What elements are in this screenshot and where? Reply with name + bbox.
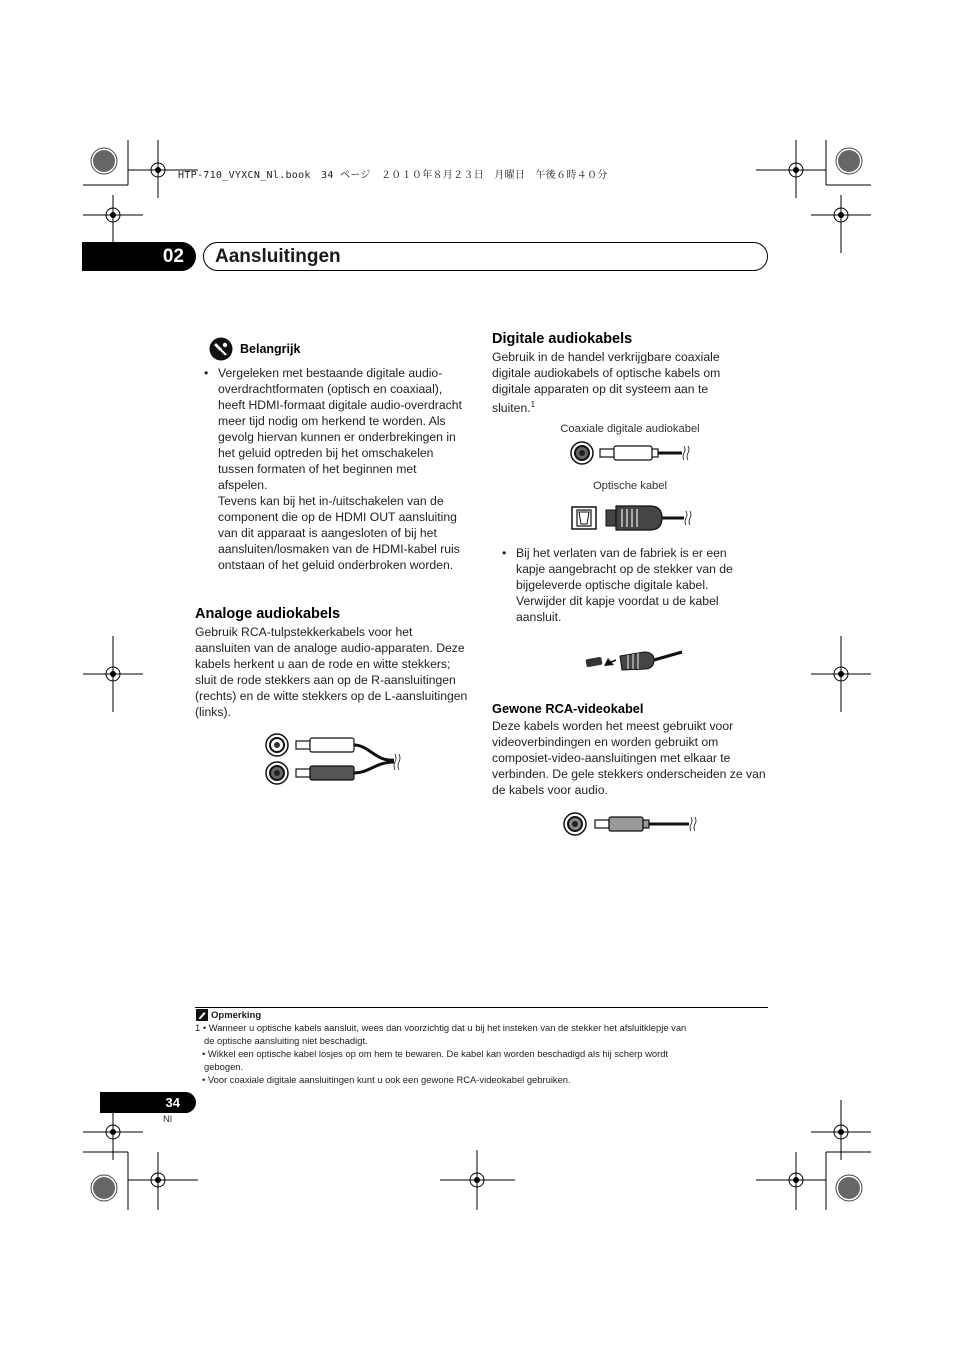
note-2-line-2: gebogen. <box>204 1061 244 1072</box>
digital-body <box>492 349 754 416</box>
coax-caption: Coaxiale digitale audiokabel <box>560 423 700 435</box>
important-icon <box>209 337 233 361</box>
footnote-ref: 1 <box>530 400 536 409</box>
chapter-title-text: Aansluitingen <box>215 245 341 267</box>
optical-cap-removal-illustration <box>584 646 686 676</box>
optical-cable-illustration <box>570 500 694 536</box>
digital-bullet <box>494 545 759 625</box>
note-3: • Voor coaxiale digitale aansluitingen kunt u ook een gewone RCA-videokabel gebruiken. <box>202 1074 571 1085</box>
chapter-title <box>203 242 768 271</box>
important-bullet-text: Vergeleken met bestaande digitale audio-overdrachtformaten (optisch en coaxiaal), heeft HDMI-formaat digitale audio-overdracht meer tijd nodig om herkend te worden. Als gevolg hiervan kunnen er onderbrekingen in het geluid optreden bij het omschakelen tussen formaten of het beginnen met afspelen. <box>218 366 462 492</box>
bullet-dot: • <box>204 366 209 380</box>
analog-rca-cable-illustration <box>264 732 404 787</box>
video-body: Deze kabels worden het meest gebruikt voor videoverbindingen en worden gebruikt om composiet-video-aansluitingen met elkaar te verbinden. De gele stekkers onderscheiden ze van de kabels voor audio. <box>492 719 766 797</box>
language-code: Nl <box>163 1114 172 1125</box>
notes-label: Opmerking <box>211 1009 262 1021</box>
important-header <box>209 337 300 361</box>
digital-heading: Digitale audiokabels <box>492 331 633 347</box>
notes-divider <box>195 1007 768 1008</box>
important-bullet-text-continued: Tevens kan bij het in-/uitschakelen van de component die op de HDMI OUT aansluiting van dit apparaat is aangesloten of bij het aansluiten/losmaken van de HDMI-kabel ruis ontstaan of het geluid onderbroken worden. <box>218 494 460 572</box>
digital-bullet-text: Bij het verlaten van de fabriek is er een kapje aangebracht op de stekker van de bijgeleverde optische digitale kabel. Verwijder dit kapje voordat u de kabel aansluit. <box>516 546 733 624</box>
coaxial-cable-illustration <box>570 440 692 466</box>
bullet-dot: • <box>502 546 507 560</box>
note-1-line-1: • Wanneer u optische kabels aansluit, wees dan voorzichtig dat u bij het insteken van de stekker het afsluitklepje van <box>202 1022 687 1033</box>
digital-body-text: Gebruik in de handel verkrijgbare coaxiale digitale audiokabels of optische kabels om digitale apparaten op dit systeem aan te sluiten. <box>492 350 721 416</box>
chapter-number-badge: 02 <box>82 242 196 271</box>
optical-caption: Optische kabel <box>592 480 667 492</box>
important-label: Belangrijk <box>240 342 301 356</box>
note-1-number: 1 <box>195 1022 201 1033</box>
rca-video-cable-illustration <box>563 811 699 837</box>
video-heading: Gewone RCA-videokabel <box>492 701 644 716</box>
analog-heading: Analoge audiokabels <box>195 606 341 622</box>
important-bullet <box>196 365 469 573</box>
note-1-line-2: de optische aansluiting niet beschadigt. <box>204 1035 368 1046</box>
notes-header <box>196 1009 261 1021</box>
note-2-line-1: • Wikkel een optische kabel losjes op om hem te bewaren. De kabel kan worden beschadigd als hij scherp wordt <box>202 1048 669 1059</box>
book-info-line: HTP-710_VYXCN_Nl.book 34 ページ ２０１０年８月２３日 月曜日 午後６時４０分 <box>178 170 608 181</box>
note-pencil-icon <box>196 1009 208 1021</box>
analog-body: Gebruik RCA-tulpstekkerkabels voor het aansluiten van de analoge audio-apparaten. Deze kabels herkent u aan de rode en witte stekkers; sluit de rode stekkers aan op de R-aansluitingen (rechts) en de witte stekkers op de L-aansluitingen (links). <box>195 625 468 719</box>
page-number-badge: 34 <box>100 1092 196 1113</box>
notes-body <box>195 1021 775 1086</box>
